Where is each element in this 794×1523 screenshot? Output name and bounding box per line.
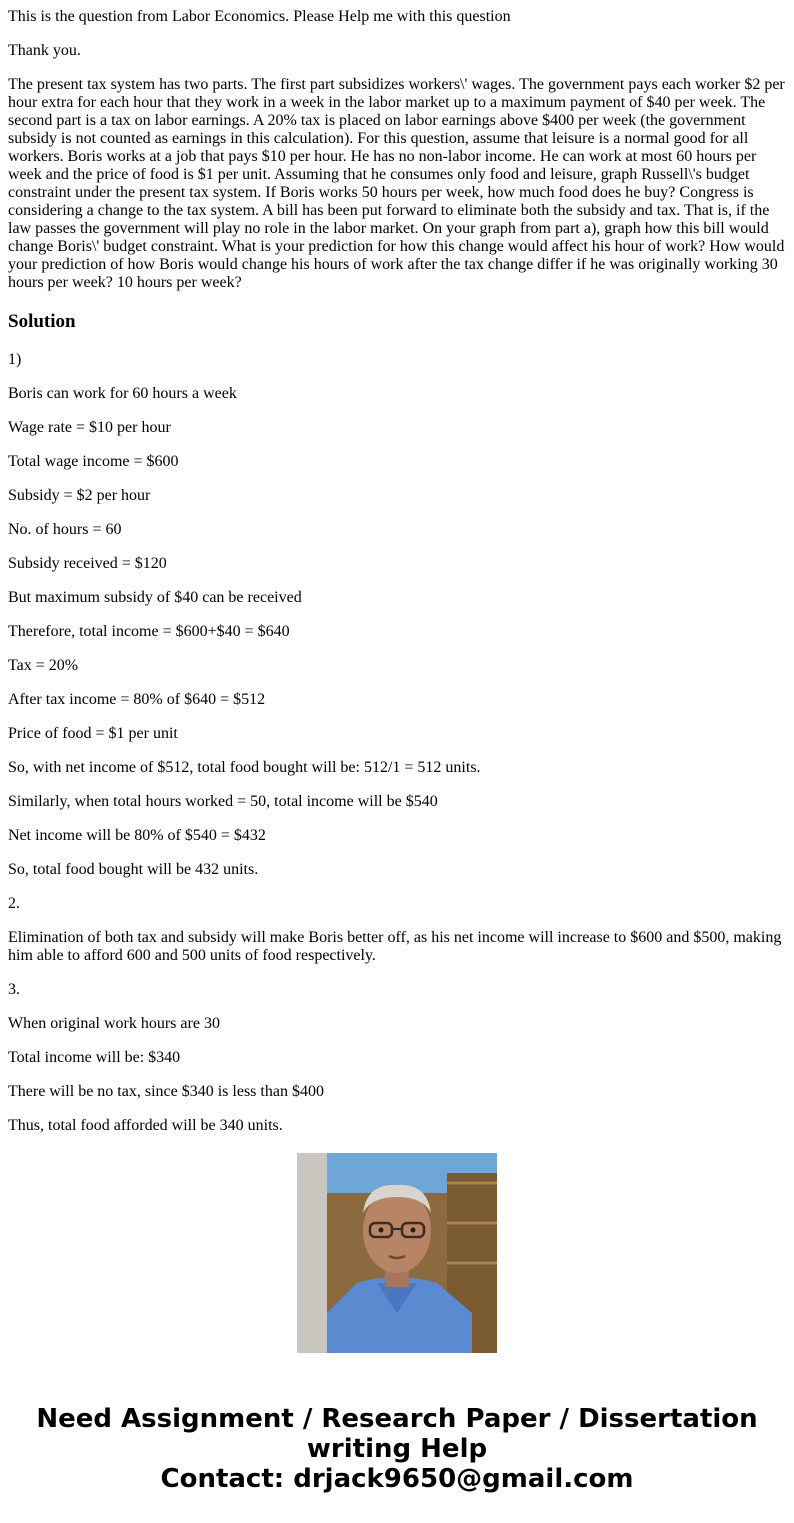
solution-line: Thus, total food afforded will be 340 units. [8, 1117, 283, 1134]
solution-line: Total wage income = $600 [8, 453, 179, 470]
tutor-avatar [297, 1153, 497, 1353]
banner-line-2: writing Help [306, 1434, 488, 1464]
solution-line: Total income will be: $340 [8, 1049, 181, 1066]
solution-line: Wage rate = $10 per hour [8, 419, 171, 436]
solution-line: 2. [8, 895, 20, 912]
solution-line: Tax = 20% [8, 657, 79, 674]
banner-line-1: Need Assignment / Research Paper / Dissertation [36, 1404, 758, 1434]
solution-line: So, with net income of $512, total food bought will be: 512/1 = 512 units. [8, 759, 481, 776]
contact-email: Contact: drjack9650@gmail.com [160, 1464, 634, 1494]
solution-line: Subsidy received = $120 [8, 555, 167, 572]
solution-line: After tax income = 80% of $640 = $512 [8, 691, 266, 708]
question-intro: This is the question from Labor Economics. Please Help me with this question [8, 8, 511, 25]
solution-line: Price of food = $1 per unit [8, 725, 178, 742]
solution-line: No. of hours = 60 [8, 521, 122, 538]
solution-line: Subsidy = $2 per hour [8, 487, 151, 504]
solution-line: Boris can work for 60 hours a week [8, 385, 237, 402]
solution-body [8, 351, 786, 1151]
solution-line: 3. [8, 981, 20, 998]
solution-line: So, total food bought will be 432 units. [8, 861, 259, 878]
tutor-portrait-icon [297, 1153, 497, 1353]
document-content [8, 0, 786, 1134]
solution-line: But maximum subsidy of $40 can be received [8, 589, 302, 606]
solution-line: When original work hours are 30 [8, 1015, 220, 1032]
solution-line: Therefore, total income = $600+$40 = $640 [8, 623, 290, 640]
question-thanks: Thank you. [8, 42, 81, 59]
solution-line: 1) [8, 351, 22, 368]
contact-banner [0, 1404, 794, 1494]
question-body: The present tax system has two parts. The first part subsidizes workers\' wages. The government pays each worker $2 per hour extra for each hour that they work in a week in the labor market up to a maximum payment of $40 per week. The second part is a tax on labor earnings. A 20% tax is placed on labor earnings above $400 per week (the government subsidy is not counted as earnings in this calculation). For this question, assume that leisure is a normal good for all workers. Boris works at a job that pays $10 per hour. He has no non-labor income. He can work at most 60 hours per week and the price of food is $1 per unit. Assuming that he consumes only food and leisure, graph Russell\'s budget constraint under the present tax system. If Boris works 50 hours per week, how much food does he buy? Congress is considering a change to the tax system. A bill has been put forward to eliminate both the subsidy and tax. That is, if the law passes the government will play no role in the labor market. On your graph from part a), graph how this bill would change Boris\' budget constraint. What is your prediction for how this change would affect his hour of work? How would your prediction of how Boris would change his hours of work after the tax change differ if he was originally working 30 hours per week? 10 hours per week? [8, 76, 785, 291]
solution-line: There will be no tax, since $340 is less than $400 [8, 1083, 324, 1100]
solution-heading: Solution [8, 311, 76, 332]
solution-line: Elimination of both tax and subsidy will make Boris better off, as his net income will increase to $600 and $500, making him able to afford 600 and 500 units of food respectively. [8, 929, 782, 964]
solution-line: Similarly, when total hours worked = 50, total income will be $540 [8, 793, 438, 810]
solution-line: Net income will be 80% of $540 = $432 [8, 827, 266, 844]
